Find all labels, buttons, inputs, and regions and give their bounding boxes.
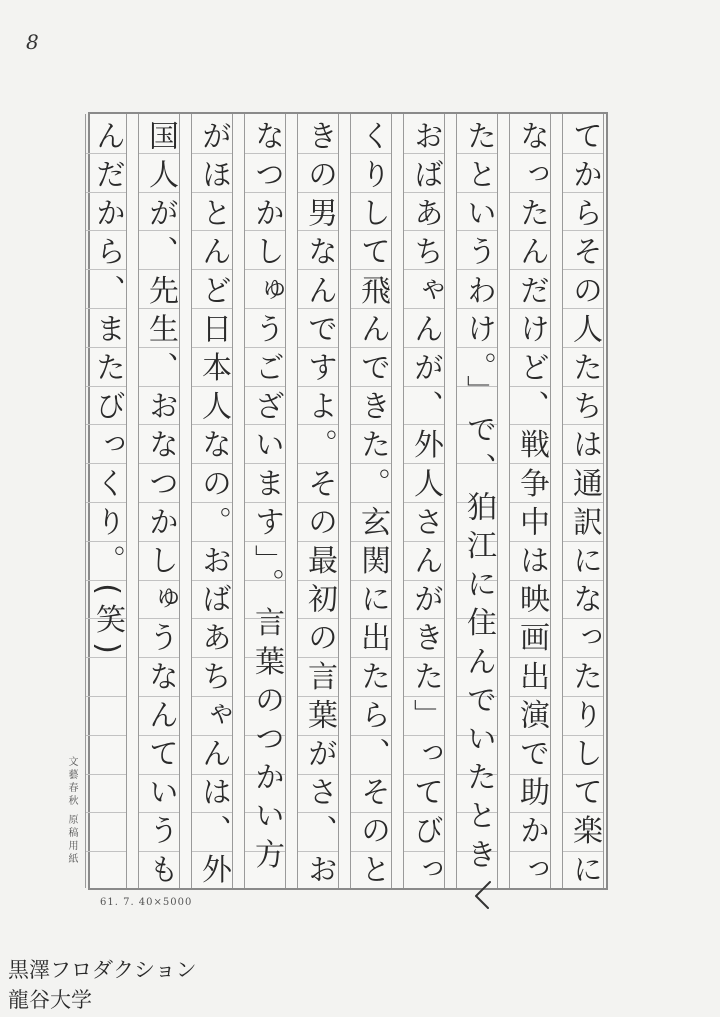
column-text: なったんだけど、戦争中は映画出演で助かっ xyxy=(514,120,549,892)
manuscript-column xyxy=(456,114,498,888)
column-text: んだから、またびっくり。(笑) xyxy=(90,120,125,663)
manuscript-column xyxy=(138,114,180,892)
manuscript-column xyxy=(85,114,127,888)
column-text: たというわけ。」で、狛江に住んでいたとき xyxy=(461,120,496,877)
manuscript-column xyxy=(244,114,286,888)
arrow-mark-icon xyxy=(470,880,494,912)
manuscript-column xyxy=(297,114,339,892)
grid-line xyxy=(86,735,126,736)
column-text: おばあちゃんが、外人さんがきた」ってびっ xyxy=(408,120,443,892)
column-text: てからその人たちは通訳になったりして楽に xyxy=(567,120,602,892)
watermark-line-1: 黒澤フロダクション xyxy=(8,958,197,982)
column-text: なつかしゅうございます」。言葉のつかい方 xyxy=(249,120,284,877)
manuscript-column xyxy=(509,114,551,892)
grid-line xyxy=(86,696,126,697)
column-text: くりして飛んできた。玄関に出たら、そのと xyxy=(355,120,390,892)
column-text: きの男なんですよ。その最初の言葉がさ、お xyxy=(302,120,337,892)
manuscript-column xyxy=(403,114,445,892)
manuscript-column xyxy=(350,114,392,892)
manuscript-grid xyxy=(88,112,608,890)
page-number: 8 xyxy=(26,30,39,54)
manuscript-column xyxy=(191,114,233,892)
manuscript-column xyxy=(562,114,604,892)
grid-line xyxy=(86,812,126,813)
column-text: がほとんど日本人なの。おばあちゃんは、外 xyxy=(196,120,231,892)
grid-line xyxy=(86,774,126,775)
watermark xyxy=(8,955,197,1015)
column-text: 国人が、先生、おなつかしゅうなんていうも xyxy=(143,120,178,892)
print-code: 61. 7. 40×5000 xyxy=(100,897,193,908)
grid-line xyxy=(86,851,126,852)
watermark-line-2: 龍谷大学 xyxy=(8,988,92,1012)
paper-brand-label: 文藝春秋 原稿用紙 xyxy=(66,756,77,867)
